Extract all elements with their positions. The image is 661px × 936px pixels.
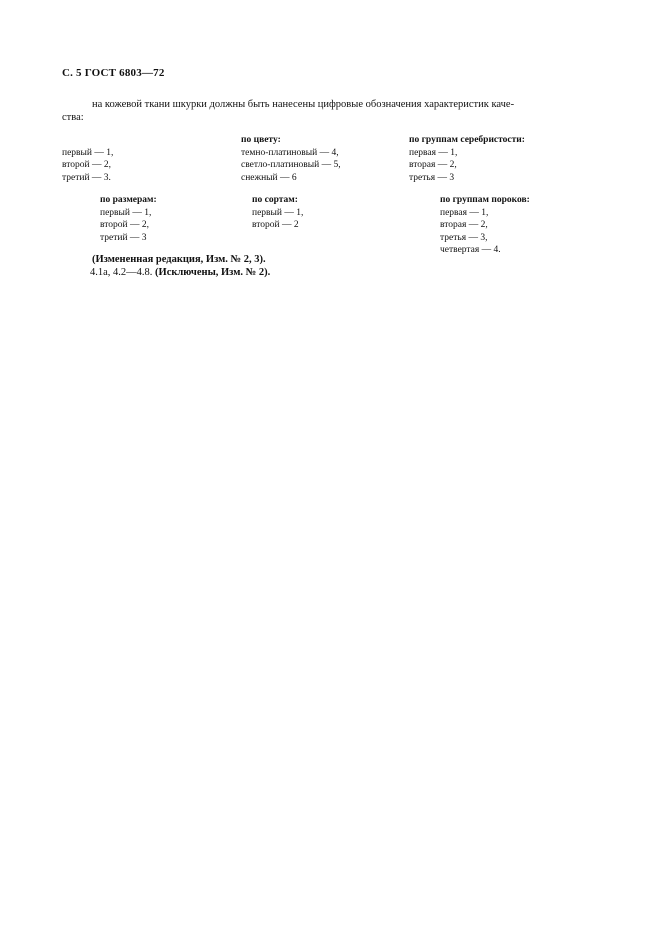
group-unnamed (62, 134, 113, 184)
list-item: третья — 3, (440, 232, 488, 243)
list-item: четвертая — 4. (440, 245, 501, 255)
list-item: первая — 1, (440, 207, 489, 218)
excluded-note-text: (Исключены, Изм. № 2). (155, 267, 271, 278)
excluded-note (62, 266, 270, 279)
edited-note (62, 253, 270, 266)
group-sort-title: по сортам: (252, 195, 298, 205)
list-item: вторая — 2, (440, 220, 488, 230)
list-item: первый — 1, (100, 207, 152, 218)
group-color (241, 134, 341, 184)
list-item: третий — 3. (62, 172, 111, 183)
list-item: второй — 2, (100, 220, 149, 230)
edited-note-text: (Измененная редакция, Изм. № 2, 3). (92, 254, 266, 265)
list-item: темно-платиновый — 4, (241, 147, 339, 158)
group-sort (252, 194, 303, 232)
excluded-ref: 4.1а, 4.2—4.8. (90, 267, 153, 278)
group-size (100, 194, 157, 244)
list-item: второй — 2, (62, 160, 111, 170)
list-item: первый — 1, (62, 147, 114, 158)
amendment-notes (62, 253, 270, 279)
group-defects (440, 194, 530, 257)
paragraph-line-1: на кожевой ткани шкурки должны быть нанесены цифровые обозначения характеристик каче- (92, 99, 515, 110)
intro-paragraph (62, 98, 600, 124)
list-item: снежный — 6 (241, 172, 297, 183)
list-item: третий — 3 (100, 232, 147, 243)
list-item: светло-платиновый — 5, (241, 160, 341, 170)
list-item: первый — 1, (252, 207, 304, 218)
list-item: второй — 2 (252, 220, 299, 230)
page-header: С. 5 ГОСТ 6803—72 (62, 67, 165, 79)
group-color-title: по цвету: (241, 135, 281, 145)
list-item: первая — 1, (409, 147, 458, 158)
list-item: вторая — 2, (409, 160, 457, 170)
paragraph-line-2: ства: (62, 112, 84, 123)
group-defects-title: по группам пороков: (440, 195, 530, 205)
group-size-title: по размерам: (100, 195, 157, 205)
group-silver (409, 134, 525, 184)
group-unnamed-title (62, 134, 113, 147)
list-item: третья — 3 (409, 172, 455, 183)
group-silver-title: по группам серебристости: (409, 135, 525, 145)
